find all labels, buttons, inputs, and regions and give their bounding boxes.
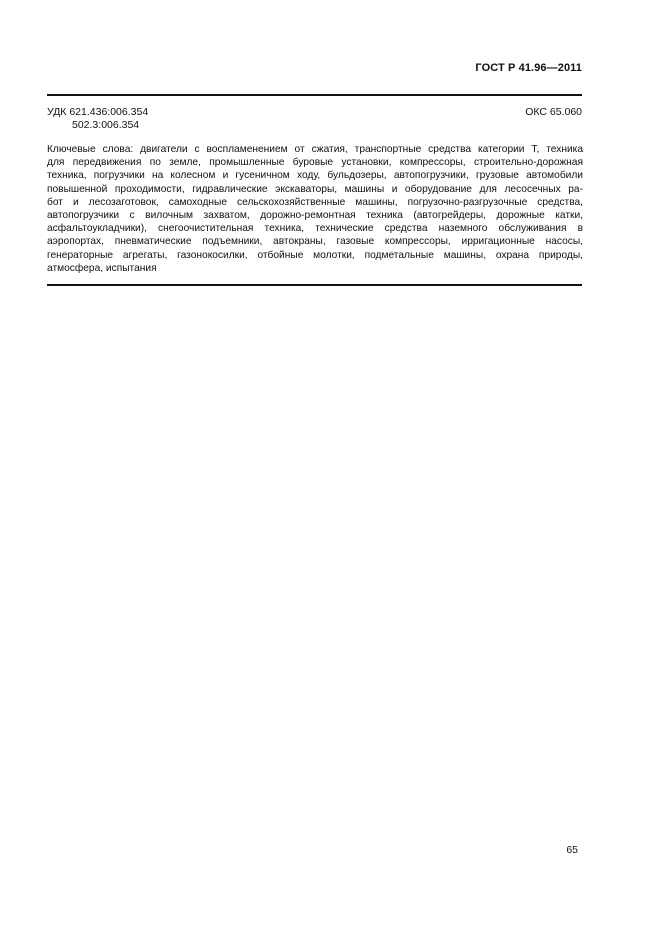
udk-line-1: УДК 621.436:006.354 <box>47 106 149 118</box>
oks-code: ОКС 65.060 <box>525 106 582 118</box>
keywords-line: для передвижения по земле, промышленные буровые установки, компрессоры, строительно-дорожная <box>47 157 583 169</box>
keywords-line: Ключевые слова: двигатели с воспламенением от сжатия, транспортные средства категории Т, техника <box>47 144 583 155</box>
keywords-line: аэропортах, пневматические подъемники, автокраны, газовые компрессоры, ирригационные насосы, <box>47 236 583 248</box>
udk-code <box>47 106 148 132</box>
keywords-line: атмосфера, испытания <box>47 262 157 274</box>
keywords-line: автопогрузчики с вилочным захватом, дорожно-ремонтная техника (автогрейдеры, дорожные катки, <box>47 210 583 222</box>
keywords-line: асфальтоукладчики), снегоочистительная техника, технические средства наземного обслуживания в <box>47 223 583 235</box>
keywords-line: техника, погрузчики на колесном и гусеничном ходу, бульдозеры, автопогрузчики, грузовые автомобили <box>47 170 583 182</box>
bottom-divider <box>47 284 582 286</box>
udk-line-2: 502.3:006.354 <box>72 119 140 131</box>
keywords-line: бот и лесозаготовок, самоходные сельскохозяйственные машины, погрузочно-разгрузочные средства, <box>47 196 583 208</box>
standard-designation: ГОСТ Р 41.96—2011 <box>475 62 582 74</box>
keywords-line: повышенной проходимости, гидравлические экскаваторы, машины и оборудование для лесосечных ра- <box>47 183 583 195</box>
page-number: 65 <box>566 844 578 856</box>
keywords-line: генераторные агрегаты, газонокосилки, отбойные молотки, подметальные машины, охрана природы, <box>47 249 583 261</box>
top-divider <box>47 94 582 96</box>
keywords-paragraph <box>47 143 583 275</box>
